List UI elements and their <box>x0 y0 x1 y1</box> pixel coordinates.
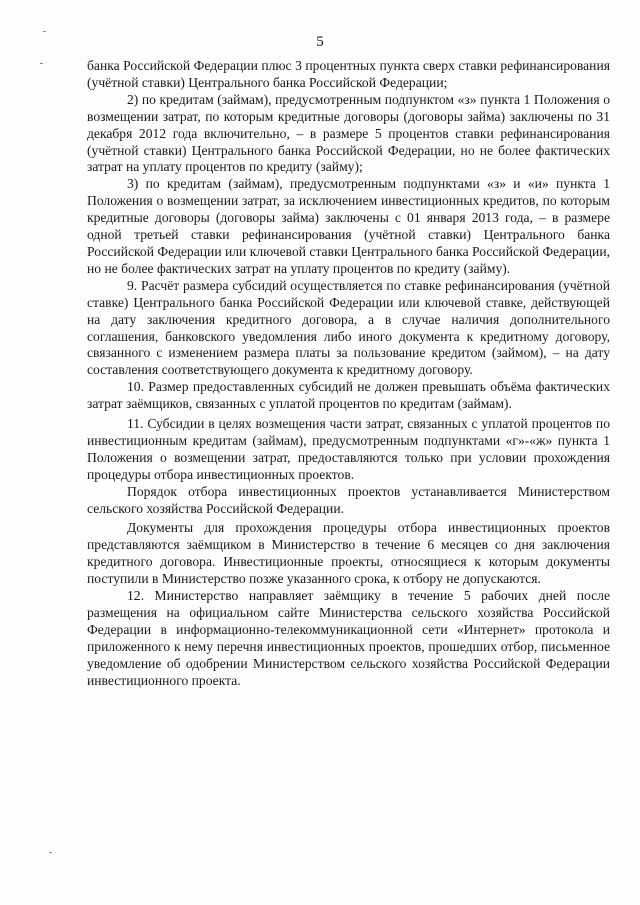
paragraph: Порядок отбора инвестиционных проектов устанавливается Министерством сельского хозяйства Российской Федерации. <box>87 483 610 516</box>
scan-speck <box>43 31 46 32</box>
scan-speck <box>49 852 52 853</box>
paragraph: 11. Субсидии в целях возмещения части затрат, связанных с уплатой процентов по инвестиционным кредитам (займам), предусмотренным подпунктами «г»-«ж» пункта 1 Положения о возмещении затрат, предоставляются только при условии прохождения процедуры отбора инвестиционных проектов. <box>87 416 610 482</box>
document-text <box>87 58 610 690</box>
paragraph: Документы для прохождения процедуры отбора инвестиционных проектов представляются заёмщиком в Министерство в течение 6 месяцев со дня заключения кредитного договора. Инвестиционные проекты, относящиеся к которым документы поступили в Министерство позже указанного срока, к отбору не допускаются. <box>87 520 610 587</box>
scan-speck <box>40 63 43 64</box>
paragraph: банка Российской Федерации плюс 3 процентных пункта сверх ставки рефинансирования (учётной ставки) Центрального банка Российской Федерации; <box>87 58 610 90</box>
paragraph: 2) по кредитам (займам), предусмотренным подпунктом «з» пункта 1 Положения о возмещении затрат, по которым кредитные договоры (договоры займа) заключены по 31 декабря 2012 года включительно, – в размере 5 процентов ставки рефинансирования (учётной ставки) Центрального банка Российской Федерации, но не более фактических затрат на уплату процентов по кредиту (займу); <box>87 91 610 175</box>
paragraph: 9. Расчёт размера субсидий осуществляется по ставке рефинансирования (учётной ставке) Центрального банка Российской Федерации или ключевой ставке, действующей на дату заключения кредитного договора, а в случае наличия дополнительного соглашения, банковского уведомления либо иного документа к кредитному договору, связанного с изменением размера платы за пользование кредитом (займом), – на дату составления соответствующего документа к кредитному договору. <box>87 277 610 378</box>
paragraph: 12. Министерство направляет заёмщику в течение 5 рабочих дней после размещения на официальном сайте Министерства сельского хозяйства Российской Федерации в информационно-телекоммуникационной сети «Интернет» протокола и приложенного к нему перечня инвестиционных проектов, прошедших отбор, письменное уведомление об одобрении Министерством сельского хозяйства Российской Федерации инвестиционного проекта. <box>87 588 610 688</box>
paragraph: 10. Размер предоставленных субсидий не должен превышать объёма фактических затрат заёмщиков, связанных с уплатой процентов по кредитам (займам). <box>87 379 610 412</box>
paragraph: 3) по кредитам (займам), предусмотренным подпунктами «з» и «и» пункта 1 Положения о возмещении затрат, за исключением инвестиционных кредитов, по которым кредитные договоры (договоры займа) заключены с 01 января 2013 года, – в размере одной третьей ставки рефинансирования (учётной ставки) Центрального банка Российской Федерации или ключевой ставки Центрального банка Российской Федерации, но не более фактических затрат на уплату процентов по кредиту (займу). <box>87 176 610 276</box>
page-number: 5 <box>316 34 324 50</box>
